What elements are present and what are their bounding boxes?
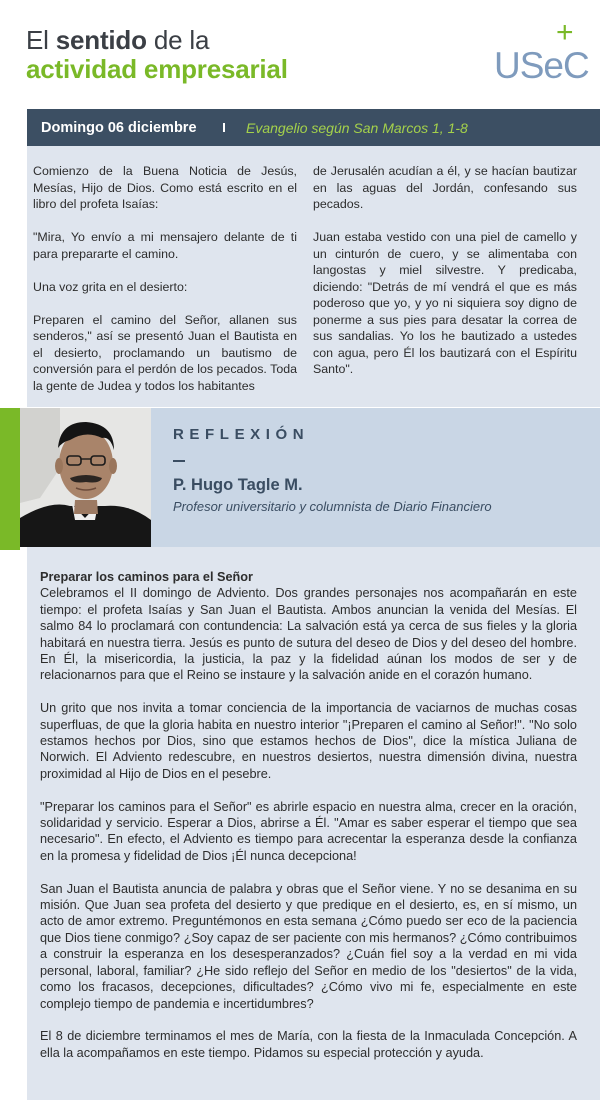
gospel-paragraph: Juan estaba vestido con una piel de camello y un cinturón de cuero, y se alimentaba con langostas y miel silvestre. Y predicaba, diciendo: "Detrás de mí vendrá el que es más poderoso que yo, y yo ni siquiera soy digno de ponerme a sus pies para desatar la correa de sus sandalias. Yo los he bautizado a ustedes con agua, pero Él los bautizará con el Espíritu Santo".	[313, 230, 577, 376]
author-portrait-image	[20, 408, 151, 547]
article-paragraph: "Preparar los caminos para el Señor" es abrirle espacio en nuestra alma, crecer en la oración, solidaridad y servicio. Esperar a Dios, abrirse a Él. "Amar es saber esperar el tiempo que sea necesario". En efecto, el Adviento es tiempo para acrecentar la esperanza desde la confianza en la promesa y fidelidad de Dios ¡Él nunca decepciona!	[40, 799, 577, 863]
gospel-paragraph: "Mira, Yo envío a mi mensajero delante de ti para prepararte el camino.	[33, 230, 297, 261]
article-heading: Preparar los caminos para el Señor	[40, 570, 253, 584]
bar-separator	[223, 123, 225, 132]
gospel-text-panel	[27, 146, 600, 407]
author-role: Profesor universitario y columnista de Diario Financiero	[173, 499, 492, 514]
reflection-article	[40, 569, 577, 1078]
gospel-paragraph: Preparen el camino del Señor, allanen sus senderos," así se presentó Juan el Bautista en el desierto, proclamando un bautismo de conversión para el perdón de los pecados. Toda la gente de Judea y todos los habitantes	[33, 312, 297, 393]
gospel-column-right	[313, 163, 577, 394]
title-post-text: de la	[146, 25, 210, 55]
green-accent-stripe	[0, 408, 20, 550]
gospel-paragraph: de Jerusalén acudían a él, y se hacían bautizar en las aguas del Jordán, confesando sus pecados.	[313, 164, 577, 211]
logo-plus-icon: +	[556, 16, 574, 49]
article-paragraph: Un grito que nos invita a tomar conciencia de la importancia de vaciarnos de muchas cosas superfluas, de que la gloria habita en nuestro interior "¡Preparen el camino al Señor!". "No solo estamos hechos por Dios, sino que estamos hechos de Dios", dice la mística Juliana de Norwich. El Adviento redescubre, en nuestros desiertos, nuestra dimensión divina, nuestra proximidad al Hijo de Dios en el pesebre.	[40, 701, 577, 781]
title-pre-text: El	[26, 25, 56, 55]
gospel-reference: Evangelio según San Marcos 1, 1-8	[246, 120, 468, 136]
gospel-paragraph: Una voz grita en el desierto:	[33, 279, 188, 294]
reflection-title: REFLEXIÓN	[173, 426, 310, 443]
article-paragraph: El 8 de diciembre terminamos el mes de María, con la fiesta de la Inmaculada Concepción. A ella la acompañamos en este tiempo. Pidamos su especial protección y ayuda.	[40, 1029, 577, 1060]
page-title-line1	[26, 25, 209, 55]
gospel-column-left	[33, 163, 297, 411]
page-header	[0, 0, 600, 108]
logo-text: USeC	[494, 45, 589, 86]
author-photo	[20, 408, 151, 547]
usec-logo	[494, 16, 589, 86]
author-name: P. Hugo Tagle M.	[173, 476, 303, 494]
title-bold-text: sentido	[55, 25, 147, 55]
reflection-dash-divider	[173, 460, 185, 462]
article-paragraph: Celebramos el II domingo de Adviento. Dos grandes personajes nos acompañarán en este tiempo: el profeta Isaías y San Juan el Bautista. Ambos anuncian la venida del Mesías. El salmo 84 lo proclamará con contundencia: La salvación está ya cerca de sus fieles y la gloria habitará en nuestra tierra. Jesús es punto de sutura del deseo de Dios y del deseo del hombre. En Él, la misericordia, la justicia, la paz y la fidelidad aúnan los modos de ser y de relacionarnos para que el Reino se instaure y la salvación anide en el corazón humano.	[40, 586, 577, 683]
page-title-line2: actividad empresarial	[26, 54, 288, 84]
reflection-header	[151, 408, 600, 547]
date-bar	[27, 109, 600, 146]
reflection-article-panel	[27, 547, 600, 1100]
date-label: Domingo 06 diciembre	[41, 120, 197, 136]
gospel-paragraph: Comienzo de la Buena Noticia de Jesús, Mesías, Hijo de Dios. Como está escrito en el libro del profeta Isaías:	[33, 164, 297, 211]
article-paragraph: San Juan el Bautista anuncia de palabra y obras que el Señor viene. Y no se desanima en su misión. Que Juan sea profeta del desierto y que predique en el desierto, es, en sí mismo, un acto de amor extremo. Preguntémonos en esta semana ¿Cómo puedo ser eco de la paciencia que Dios tiene conmigo? ¿Soy capaz de ser paciente con mis hermanos? ¿Cómo contribuimos a construir la esperanza en los desesperanzados? ¿Cuán fiel soy a la verdad en mi vida personal, laboral, familiar? ¿He sido reflejo del Señor en medio de los "desiertos" de la vida, como los fracasos, decepciones, dificultades? ¿Cómo vivo mi fe, especialmente en este complejo tiempo de pandemia e incertidumbres?	[40, 881, 577, 1011]
